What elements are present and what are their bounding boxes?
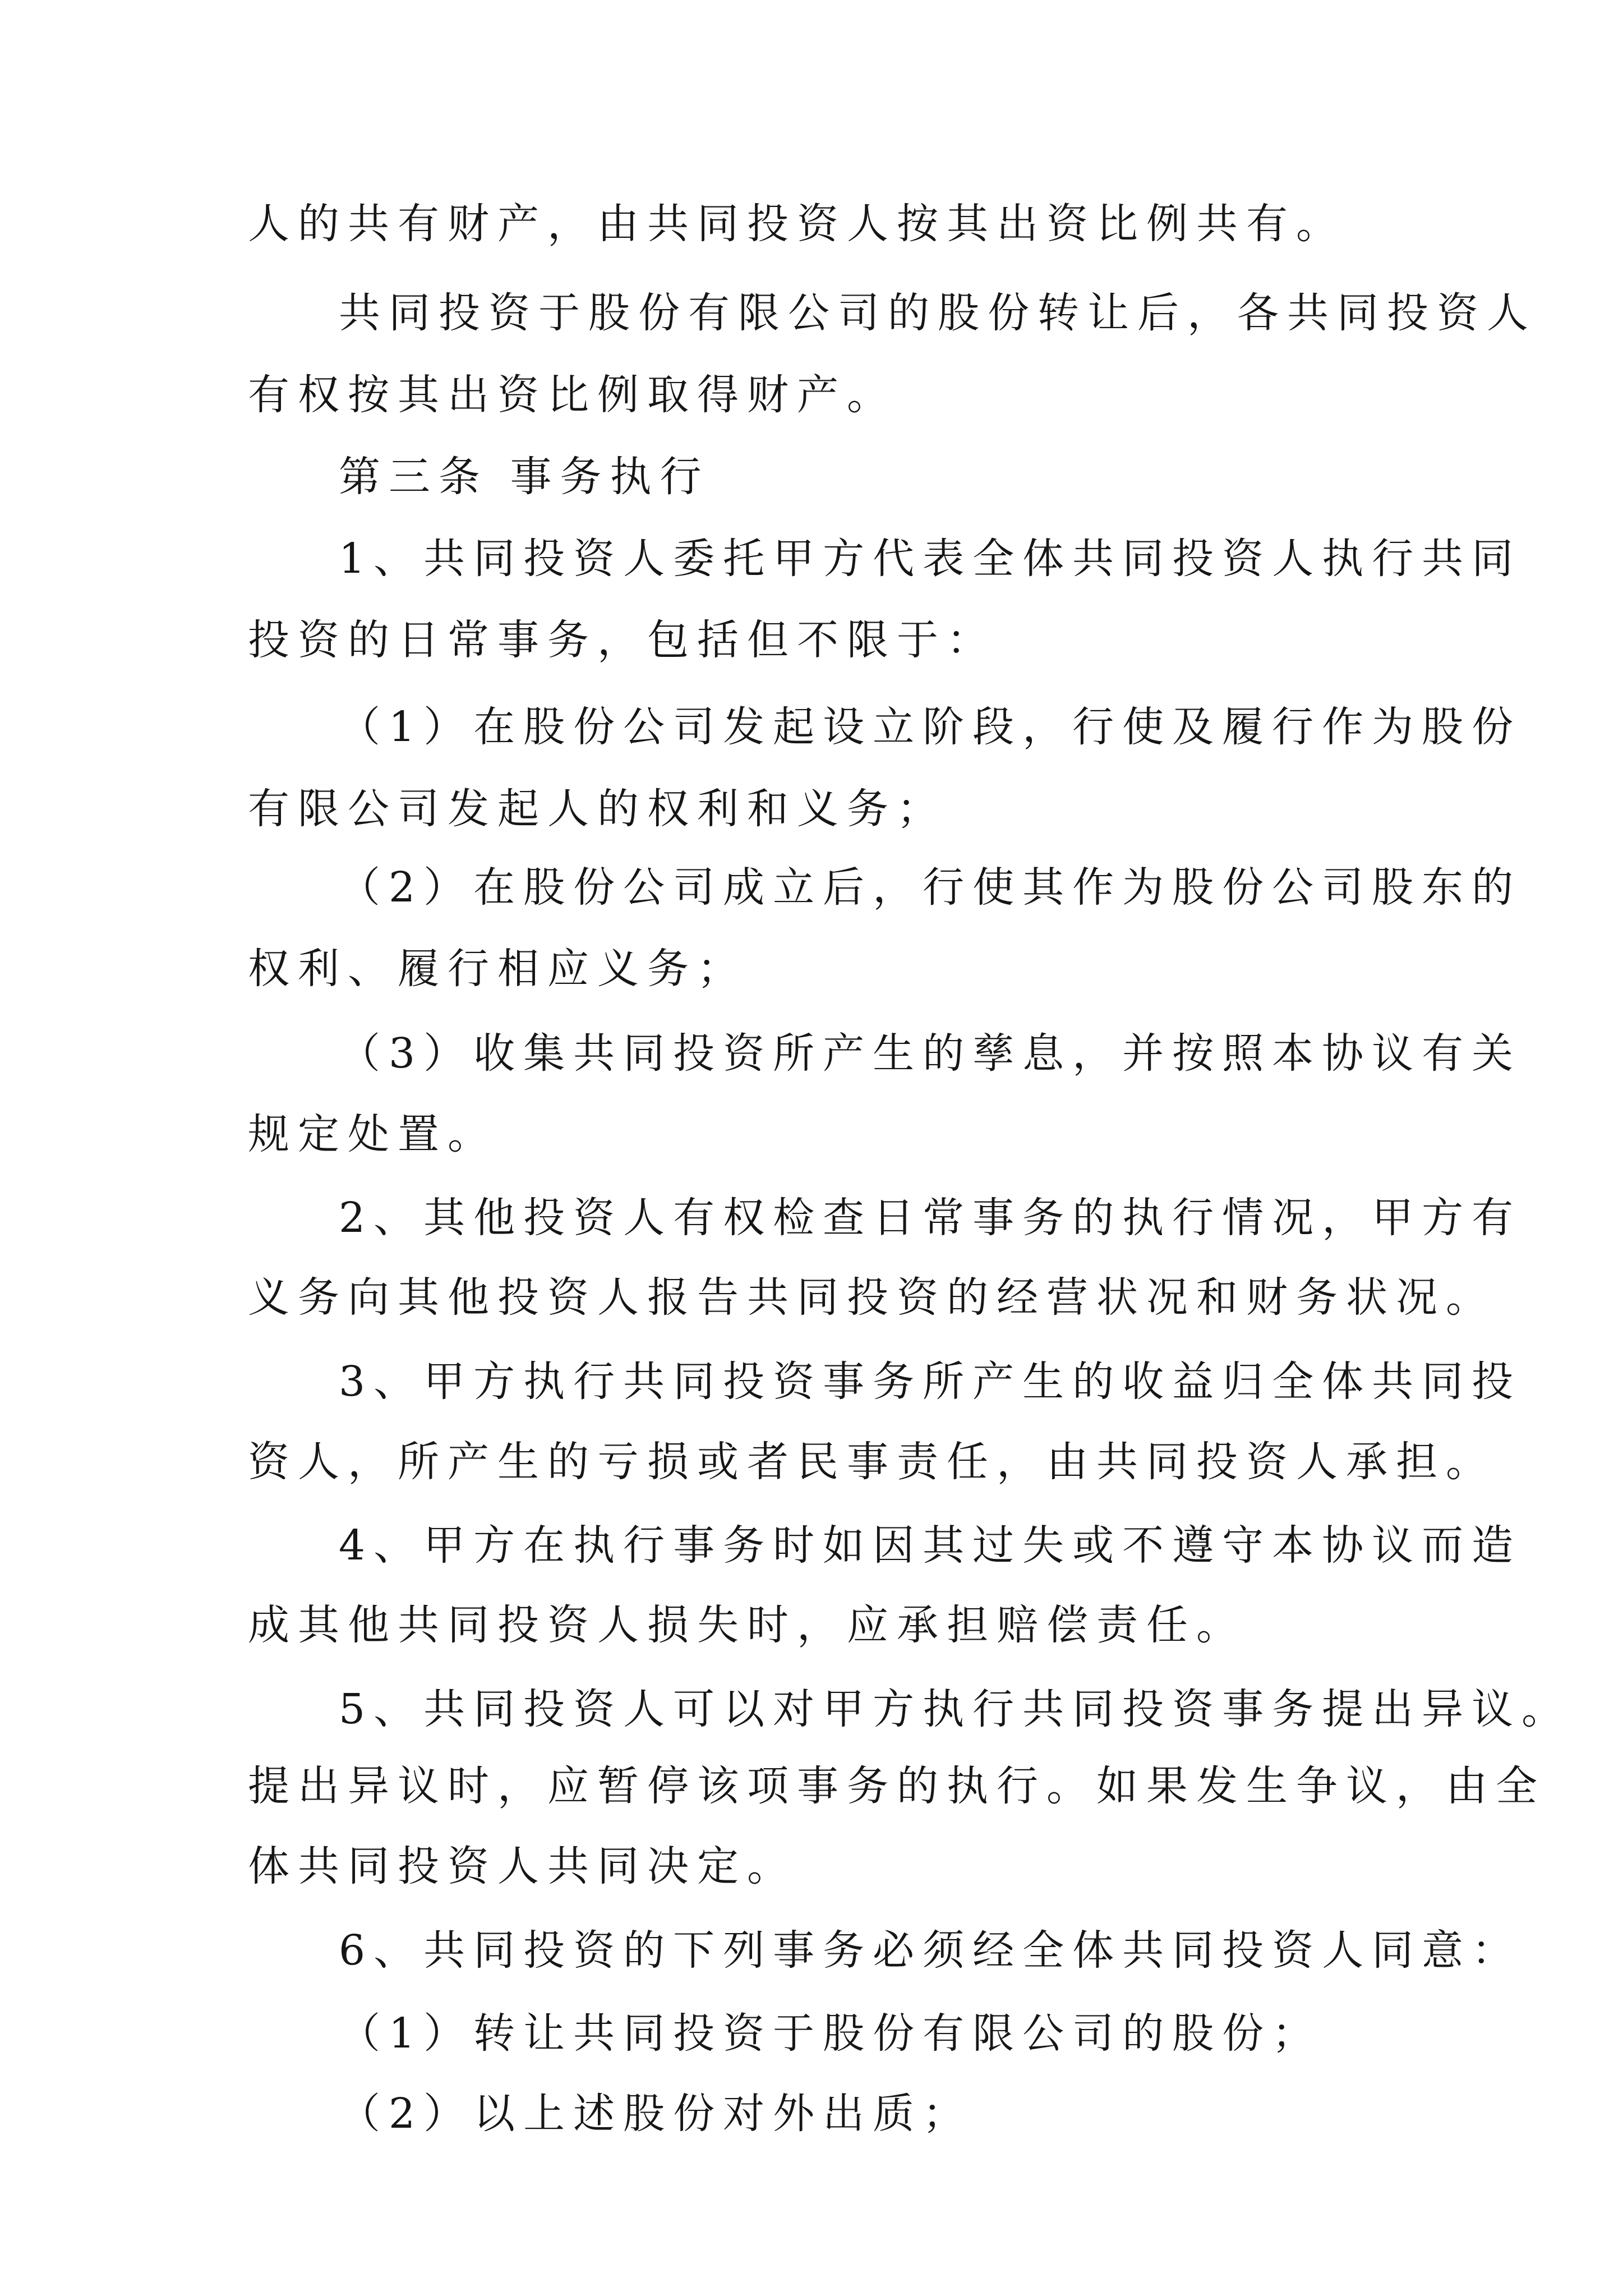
text-line: 规定处置。	[248, 1110, 497, 1158]
text-line: 有权按其出资比例取得财产。	[248, 371, 897, 419]
text-line: 3、甲方执行共同投资事务所产生的收益归全体共同投	[339, 1358, 1522, 1406]
text-line: 有限公司发起人的权利和义务；	[248, 785, 947, 833]
text-line: （1）转让共同投资于股份有限公司的股份；	[339, 2009, 1322, 2058]
text-line: 1、共同投资人委托甲方代表全体共同投资人执行共同	[339, 535, 1522, 583]
text-line: （1）在股份公司发起设立阶段，行使及履行作为股份	[339, 703, 1522, 751]
text-line: （3）收集共同投资所产生的孳息，并按照本协议有关	[339, 1029, 1522, 1078]
text-line: 人的共有财产，由共同投资人按其出资比例共有。	[248, 200, 1346, 248]
text-line: （2）在股份公司成立后，行使其作为股份公司股东的	[339, 863, 1522, 912]
text-line: 4、甲方在执行事务时如因其过失或不遵守本协议而造	[339, 1521, 1522, 1570]
text-line: （2）以上述股份对外出质；	[339, 2090, 973, 2138]
text-line: 义务向其他投资人报告共同投资的经营状况和财务状况。	[248, 1273, 1496, 1322]
text-line: 体共同投资人共同决定。	[248, 1842, 797, 1890]
section-heading: 第三条 事务执行	[339, 453, 710, 501]
text-line: 权利、履行相应义务；	[248, 945, 747, 993]
text-line: 投资的日常事务，包括但不限于：	[248, 616, 997, 664]
text-line: 共同投资于股份有限公司的股份转让后，各共同投资人	[339, 289, 1537, 337]
text-line: 资人，所产生的亏损或者民事责任，由共同投资人承担。	[248, 1438, 1496, 1486]
text-line: 5、共同投资人可以对甲方执行共同投资事务提出异议。	[339, 1685, 1572, 1733]
text-line: 成其他共同投资人损失时，应承担赔偿责任。	[248, 1601, 1246, 1649]
text-line: 2、其他投资人有权检查日常事务的执行情况，甲方有	[339, 1194, 1522, 1242]
text-line: 提出异议时，应暂停该项事务的执行。如果发生争议，由全	[248, 1762, 1546, 1810]
text-line: 6、共同投资的下列事务必须经全体共同投资人同意：	[339, 1926, 1522, 1975]
